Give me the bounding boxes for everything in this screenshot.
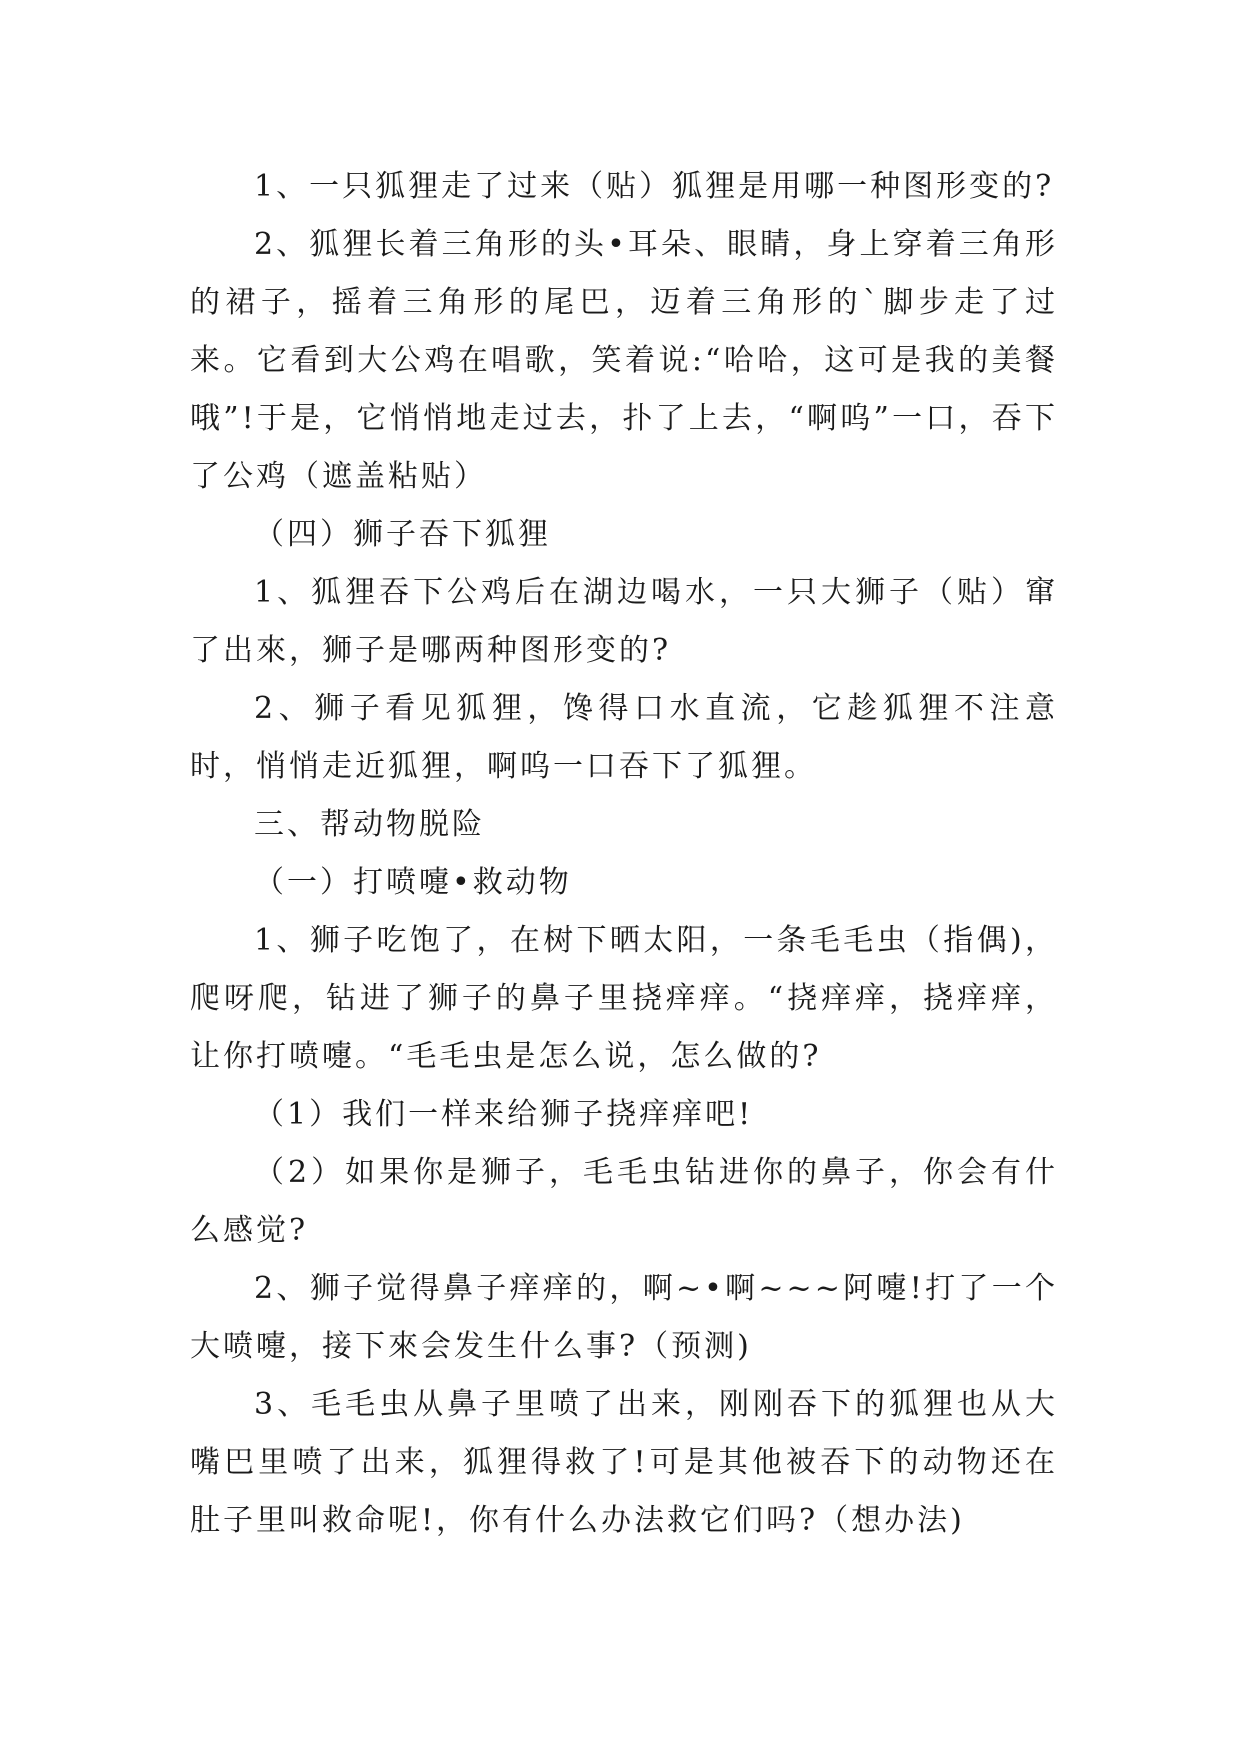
sub-item-2: （2）如果你是狮子，毛毛虫钻进你的鼻子，你会有什么感觉?: [190, 1155, 1058, 1248]
paragraph-1: 1、一只狐狸走了过来（贴）狐狸是用哪一种图形变的?: [254, 169, 1055, 204]
section-heading-rescue: 三、帮动物脱险: [254, 807, 485, 842]
paragraph-4: 2、狮子看见狐狸，馋得口水直流，它趁狐狸不注意时，悄悄走近狐狸，啊呜一口吞下了狐狸。: [190, 691, 1058, 784]
sub-item-1: （1）我们一样来给狮子挠痒痒吧!: [254, 1097, 754, 1132]
paragraph-2: 2、狐狸长着三角形的头•耳朵、眼睛，身上穿着三角形的裙子，摇着三角形的尾巴，迈着三角形的`脚步走了过来。它看到大公鸡在唱歌，笑着说:“哈哈，这可是我的美餐哦”!于是，它悄悄地走过去，扑了上去，“啊呜”一口，吞下了公鸡（遮盖粘贴）: [190, 227, 1058, 494]
paragraph-5: 1、狮子吃饱了，在树下晒太阳，一条毛毛虫（指偶)，爬呀爬，钻进了狮子的鼻子里挠痒痒。“挠痒痒，挠痒痒，让你打喷嚏。“毛毛虫是怎么说，怎么做的?: [190, 923, 1058, 1074]
paragraph-7: 3、毛毛虫从鼻子里喷了出来，刚刚吞下的狐狸也从大嘴巴里喷了出来，狐狸得救了!可是其他被吞下的动物还在肚子里叫救命呢!，你有什么办法救它们吗?（想办法): [190, 1387, 1058, 1538]
document-body: [190, 158, 1058, 1550]
subsection-heading-sneeze: （一）打喷嚏•救动物: [254, 865, 572, 900]
paragraph-6: 2、狮子觉得鼻子痒痒的，啊~•啊~~~阿嚏!打了一个大喷嚏，接下來会发生什么事?（预测): [190, 1271, 1058, 1364]
section-heading-lion: （四）狮子吞下狐狸: [254, 517, 551, 552]
paragraph-3: 1、狐狸吞下公鸡后在湖边喝水，一只大狮子（贴）窜了出來，狮子是哪两种图形变的?: [190, 575, 1058, 668]
